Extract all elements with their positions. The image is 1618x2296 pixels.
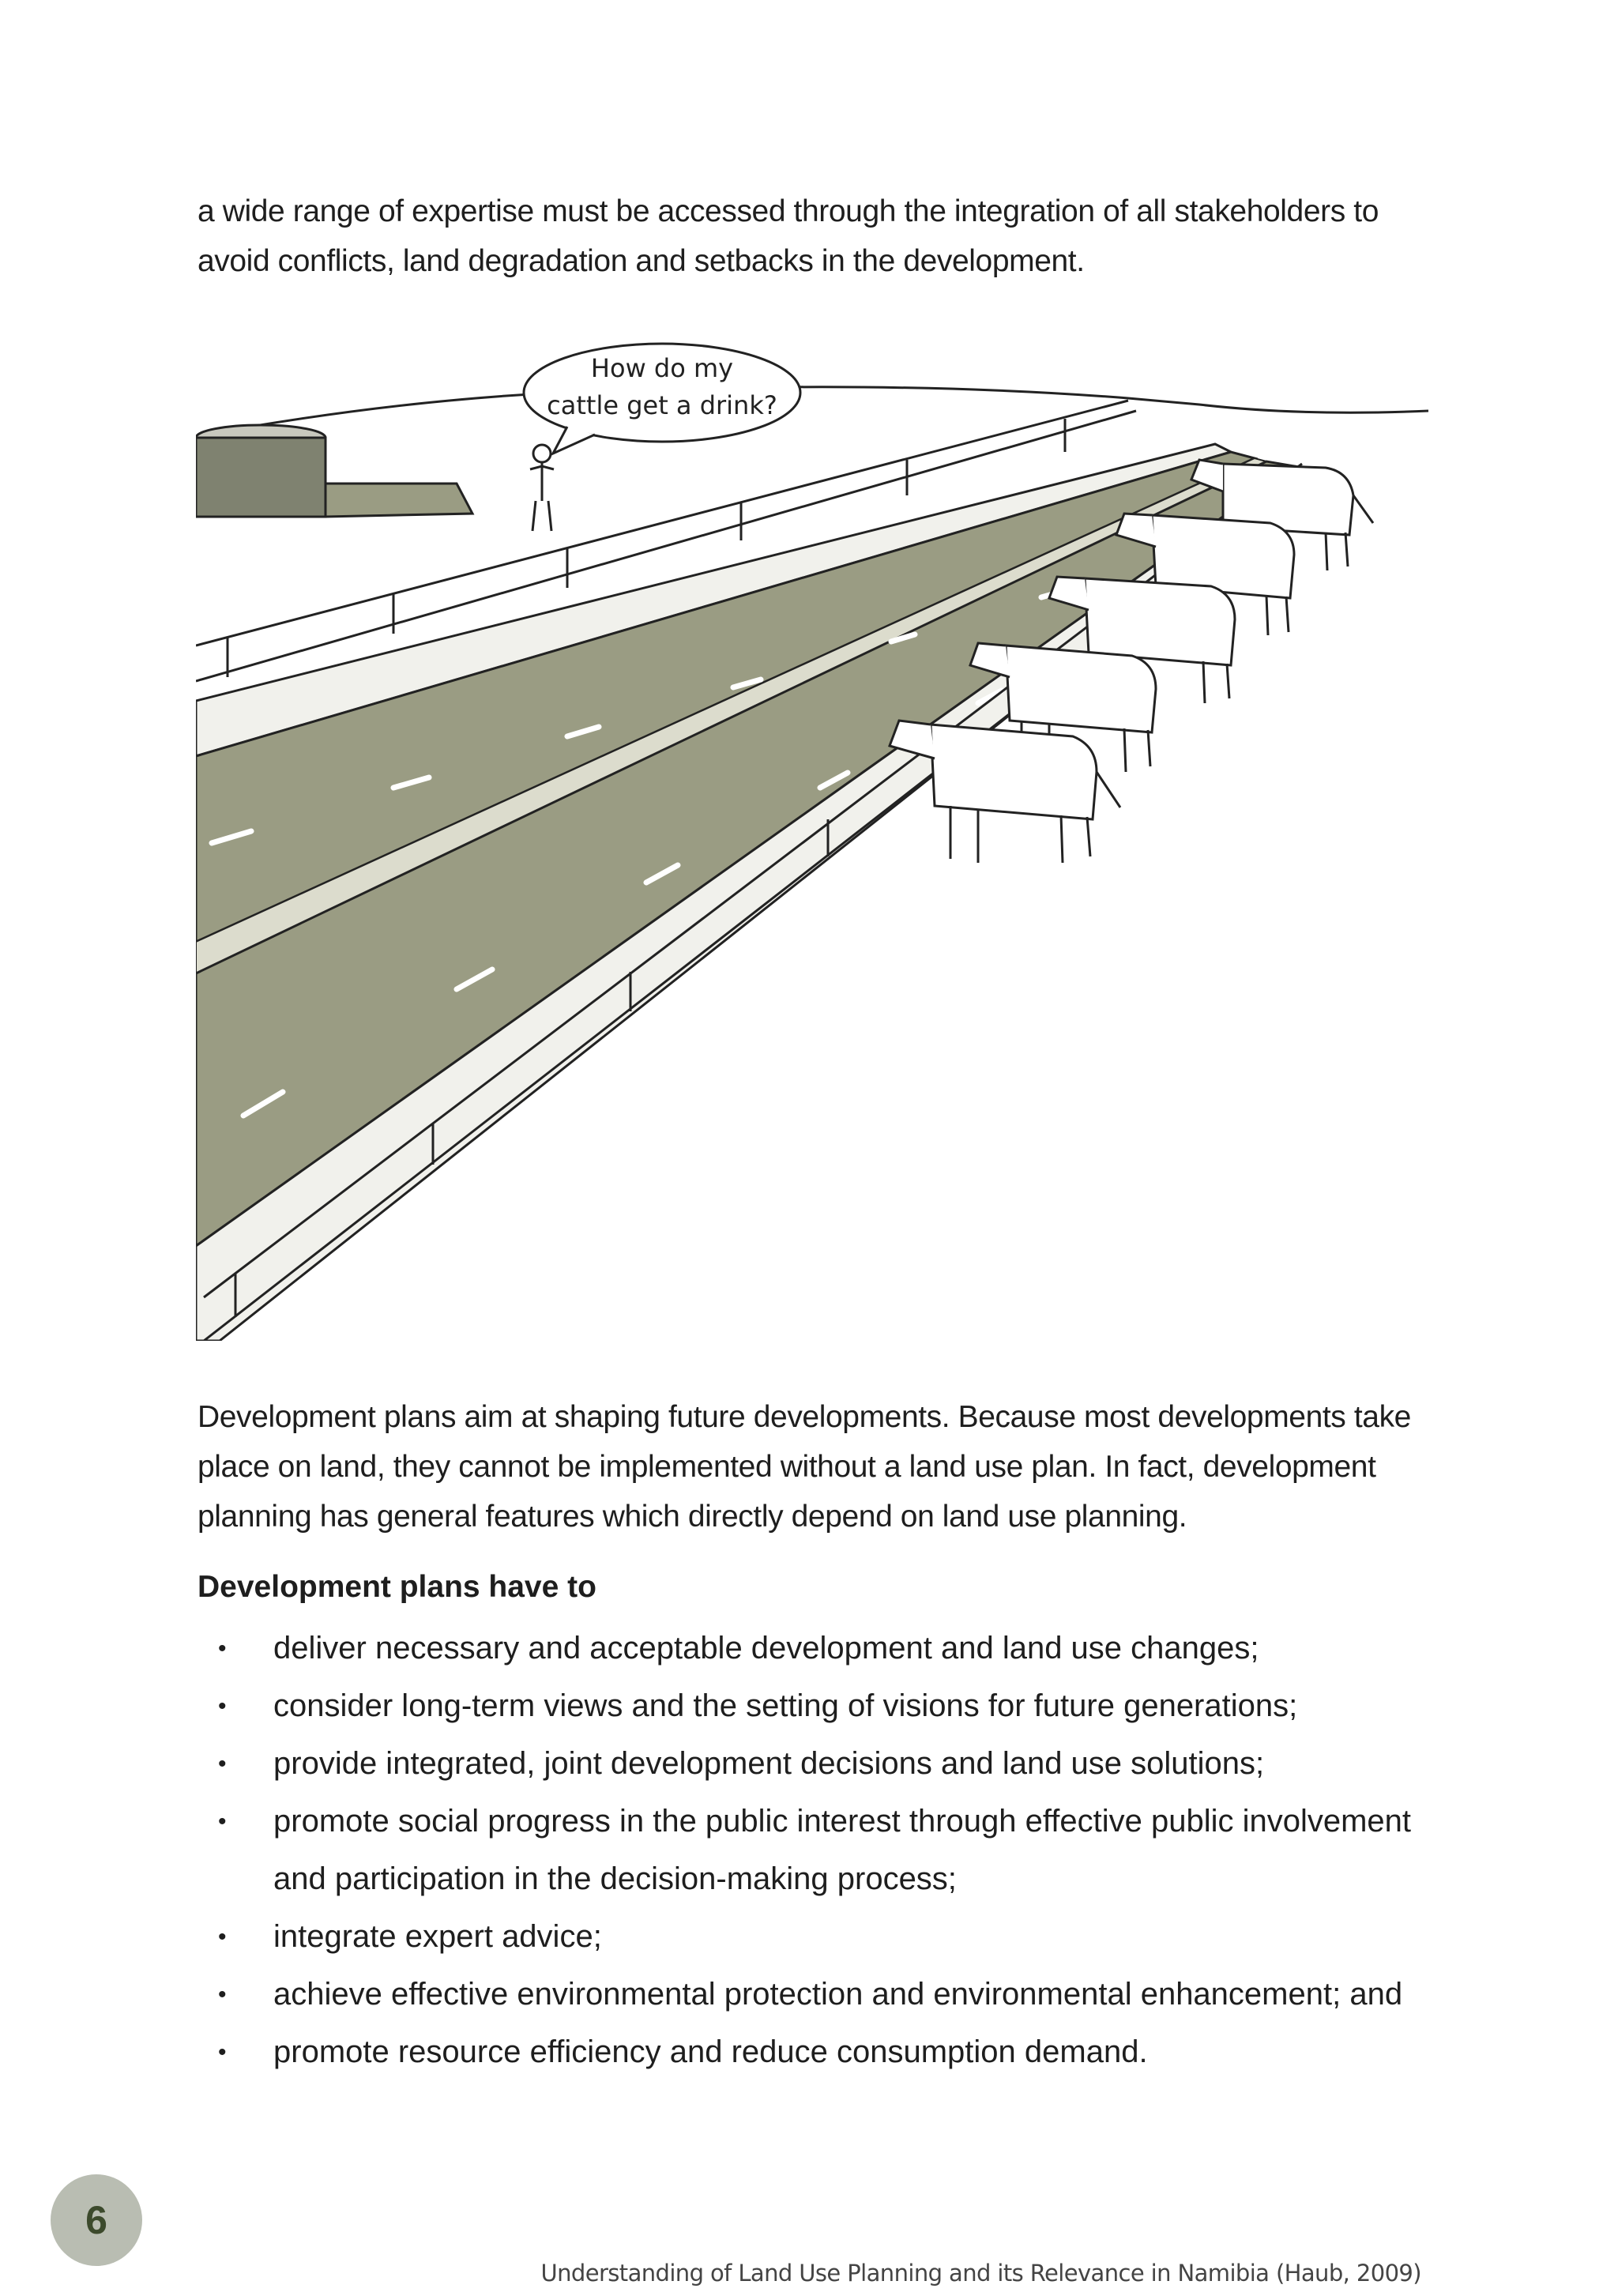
bullet-icon: • [218,1635,227,1662]
bullet-icon: • [218,1924,227,1950]
footer-citation: Understanding of Land Use Planning and its Relevance in Namibia (Haub, 2009) [540,2260,1421,2287]
list-item-text: promote social progress in the public interest through effective public involvement and participation in the decision-making process; [273,1804,1412,1896]
list-item [198,2023,1430,2081]
list-item [198,1735,1430,1793]
page-number-badge [51,2174,142,2266]
speech-text-line1: How do my [590,353,734,383]
development-paragraph: Development plans aim at shaping future developments. Because most developments take place on land, they cannot be implemented without a land use plan. In fact, development planning has general features which directly depend on land use planning. [198,1400,1411,1534]
bullet-icon: • [218,1693,227,1719]
list-item-text: integrate expert advice; [273,1919,602,1954]
list-item-text: achieve effective environmental protection and environmental enhancement; and [273,1977,1403,2012]
farmer-icon [530,445,554,531]
bullet-icon: • [218,1809,227,1835]
water-reservoir-icon [196,425,472,517]
development-plan-list [198,1620,1430,2081]
intro-paragraph: a wide range of expertise must be accessed through the integration of all stakeholders to avoid conflicts, land degradation and setbacks in the development. [198,194,1379,278]
list-item-text: consider long-term views and the setting of visions for future generations; [273,1688,1298,1723]
horizon-line [196,387,1428,436]
list-item [198,1677,1430,1735]
bullet-icon: • [218,1751,227,1777]
cow-icon [890,721,1120,863]
list-item [198,1908,1430,1966]
speech-bubble-icon [524,344,800,454]
list-item-text: deliver necessary and acceptable development and land use changes; [273,1631,1259,1666]
list-item [198,1793,1430,1908]
list-item-text: promote resource efficiency and reduce consumption demand. [273,2034,1148,2069]
list-item [198,1620,1430,1677]
highway-cattle-illustration [196,326,1428,1341]
list-item-text: provide integrated, joint development decisions and land use solutions; [273,1746,1265,1781]
speech-text-line2: cattle get a drink? [547,390,777,420]
list-item [198,1966,1430,2023]
bullet-icon: • [218,1982,227,2008]
list-heading: Development plans have to [198,1570,596,1604]
bullet-icon: • [218,2039,227,2065]
page-number: 6 [85,2198,107,2242]
